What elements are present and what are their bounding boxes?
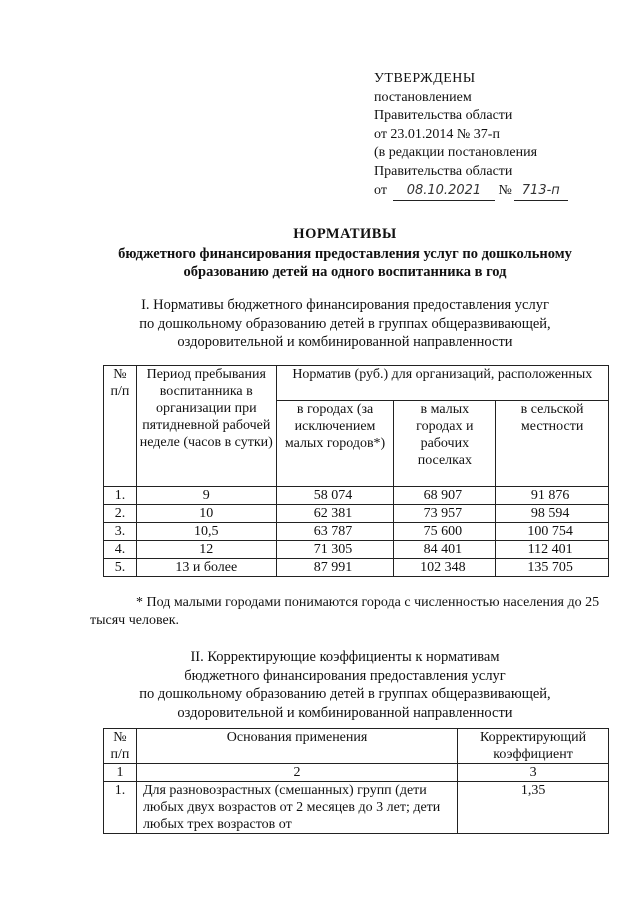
section-line: бюджетного финансирования предоставления услуг (184, 667, 506, 684)
row-small: 75 600 (394, 523, 496, 541)
section-line: по дошкольному образованию детей в группах общеразвивающей, (139, 686, 551, 703)
header-num: № п/п (104, 366, 137, 487)
header-coefficient: Корректирующий коэффициент (458, 729, 609, 764)
title-heading: НОРМАТИВЫ (293, 226, 397, 242)
row-num: 1. (104, 487, 137, 505)
footnote: * Под малыми городами понимаются города с численностью населения до 25 тысяч человек. (90, 595, 600, 628)
norms-table (103, 365, 609, 577)
table-row (104, 487, 609, 505)
number-sign: № (498, 182, 512, 198)
row-cities: 58 074 (276, 487, 394, 505)
row-period: 10,5 (136, 523, 276, 541)
approval-line: от 23.01.2014 № 37-п (374, 126, 500, 142)
row-cities: 87 991 (276, 559, 394, 577)
section-line: оздоровительной и комбинированной направленности (177, 704, 513, 721)
row-period: 13 и более (136, 559, 276, 577)
section-line: по дошкольному образованию детей в группах общеразвивающей, (139, 315, 551, 332)
row-cities: 63 787 (276, 523, 394, 541)
col-number: 1 (104, 764, 137, 782)
handwritten-number: 713-п (514, 182, 568, 202)
col-number: 2 (136, 764, 457, 782)
approval-line: постановлением (374, 89, 472, 105)
row-period: 9 (136, 487, 276, 505)
header-basis: Основания применения (136, 729, 457, 764)
table-row (104, 523, 609, 541)
table-header-row (104, 729, 609, 764)
row-num: 1. (104, 782, 137, 834)
document-title (80, 225, 610, 281)
row-small: 102 348 (394, 559, 496, 577)
section-line: I. Нормативы бюджетного финансирования предоставления услуг (141, 297, 549, 313)
row-num: 2. (104, 505, 137, 523)
row-rural: 98 594 (496, 505, 609, 523)
title-line: образованию детей на одного воспитанника в год (183, 264, 507, 280)
row-period: 12 (136, 541, 276, 559)
table-row (104, 505, 609, 523)
approval-line: Правительства области (374, 163, 513, 179)
table-row (104, 782, 609, 834)
header-cities: в городах (за исключением малых городов*) (276, 401, 394, 487)
header-period: Период пребывания воспитанника в организации при пятидневной рабочей неделе (часов в сутки) (136, 366, 276, 487)
table-row (104, 559, 609, 577)
row-small: 84 401 (394, 541, 496, 559)
row-cities: 71 305 (276, 541, 394, 559)
approval-line: УТВЕРЖДЕНЫ (374, 71, 476, 86)
header-small-towns: в малых городах и рабочих поселках (394, 401, 496, 487)
approval-block (374, 70, 568, 201)
section-line: II. Корректирующие коэффициенты к нормативам (190, 649, 500, 665)
row-period: 10 (136, 505, 276, 523)
approval-line: Правительства области (374, 108, 513, 124)
row-num: 4. (104, 541, 137, 559)
row-rural: 135 705 (496, 559, 609, 577)
approval-signature-line (374, 182, 568, 202)
header-num: № п/п (104, 729, 137, 764)
row-num: 5. (104, 559, 137, 577)
row-rural: 91 876 (496, 487, 609, 505)
coefficients-table (103, 728, 609, 834)
row-small: 73 957 (394, 505, 496, 523)
from-prefix: от (374, 182, 387, 198)
table-row (104, 541, 609, 559)
section-1-heading (80, 296, 610, 352)
approval-line: (в редакции постановления (374, 145, 538, 161)
handwritten-date: 08.10.2021 (393, 182, 495, 202)
row-rural: 112 401 (496, 541, 609, 559)
row-num: 3. (104, 523, 137, 541)
row-small: 68 907 (394, 487, 496, 505)
row-rural: 100 754 (496, 523, 609, 541)
column-numbers-row (104, 764, 609, 782)
header-rural: в сельской местности (496, 401, 609, 487)
row-coefficient: 1,35 (458, 782, 609, 834)
header-norm-group: Норматив (руб.) для организаций, расположенных (276, 366, 608, 401)
title-line: бюджетного финансирования предоставления услуг по дошкольному (118, 246, 572, 262)
row-cities: 62 381 (276, 505, 394, 523)
section-2-heading (80, 648, 610, 722)
table-header-row (104, 366, 609, 401)
section-line: оздоровительной и комбинированной направленности (177, 334, 513, 351)
col-number: 3 (458, 764, 609, 782)
row-basis: Для разновозрастных (смешанных) групп (дети любых двух возрастов от 2 месяцев до 3 лет; дети любых трех возрастов от (136, 782, 457, 834)
